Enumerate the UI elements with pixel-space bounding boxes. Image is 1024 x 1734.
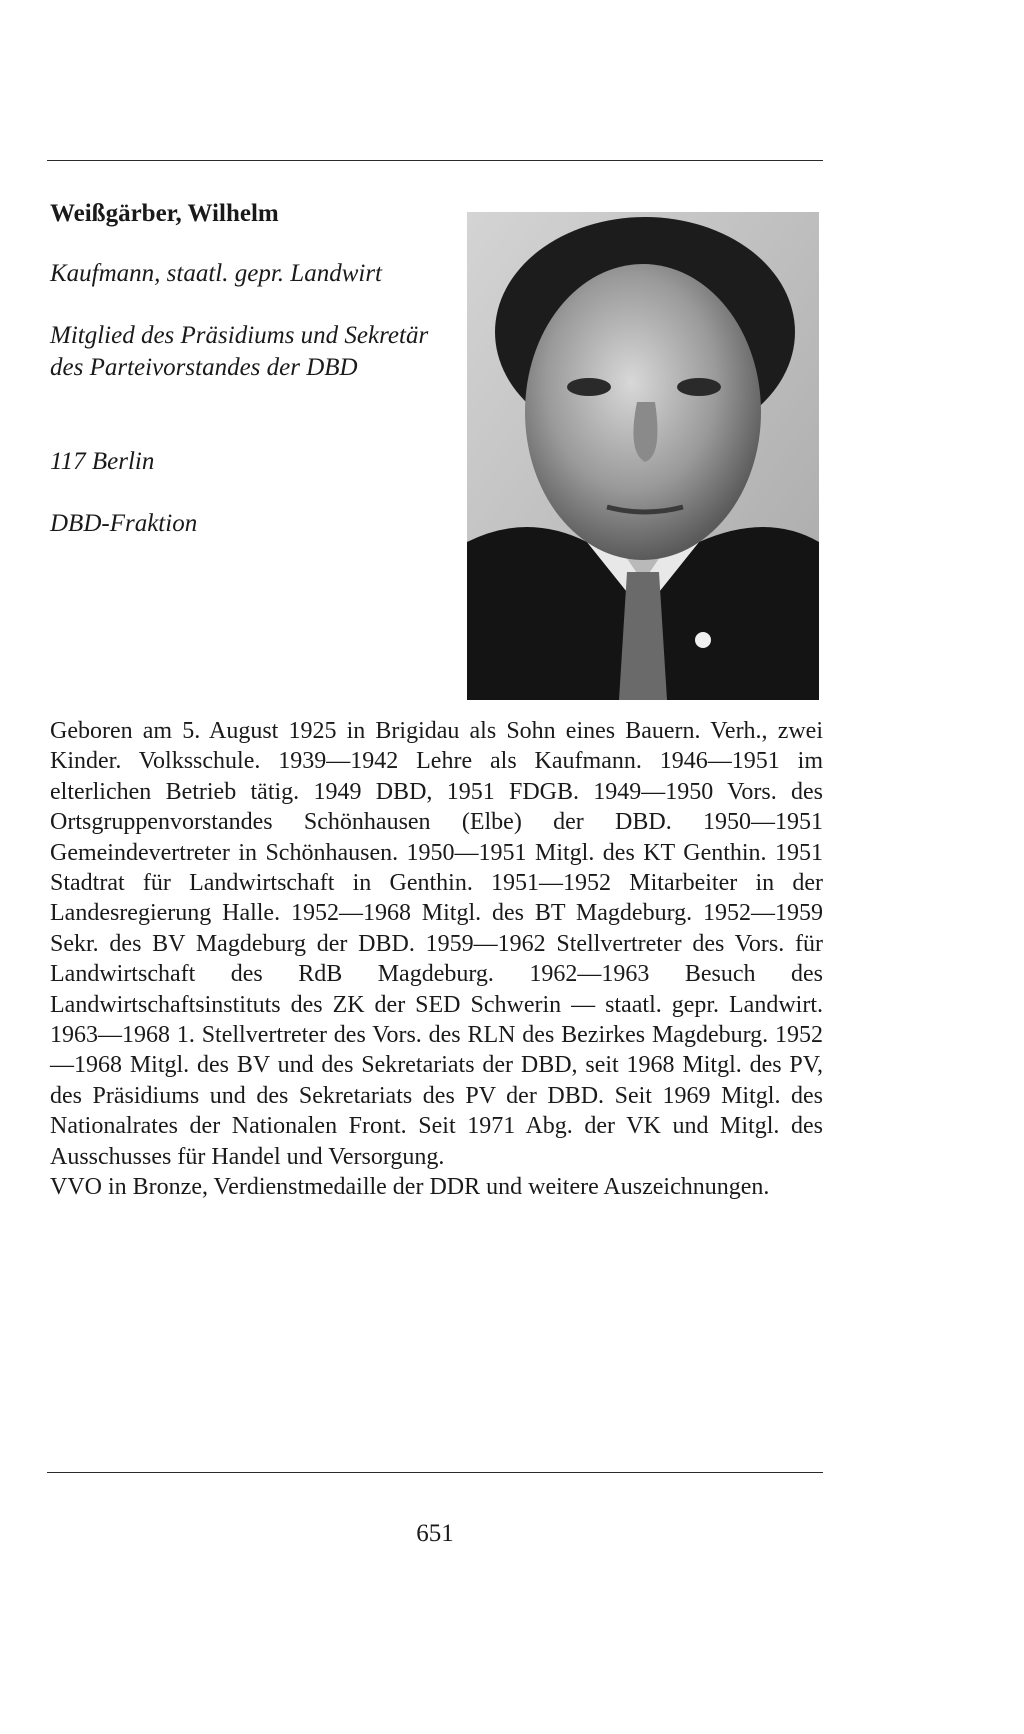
profession: Kaufmann, staatl. gepr. Landwirt bbox=[50, 260, 382, 287]
awards-text: VVO in Bronze, Verdienstmedaille der DDR und weitere Auszeichnungen. bbox=[50, 1174, 770, 1201]
biography-block bbox=[50, 716, 823, 1203]
portrait-photo bbox=[467, 212, 819, 700]
top-rule bbox=[47, 160, 823, 161]
biography-text: Geboren am 5. August 1925 in Brigidau als Sohn eines Bauern. Verh., zwei Kinder. Volksschule. 1939—1942 Lehre als Kaufmann. 1946—1951 im elterlichen Betrieb tätig. 1949 DBD, 1951 FDGB. 1949—1950 Vors. des Ortsgruppenvorstandes Schönhausen (Elbe) der DBD. 1950—1951 Gemeindevertreter in Schönhausen. 1950—1951 Mitgl. des KT Genthin. 1951 Stadtrat für Landwirtschaft in Genthin. 1951—1952 Mitarbeiter in der Landesregierung Halle. 1952—1968 Mitgl. des BT Magdeburg. 1952—1959 Sekr. des BV Magdeburg der DBD. 1959—1962 Stellvertreter des Vors. für Landwirtschaft des RdB Magdeburg. 1962—1963 Besuch des Landwirtschaftsinstituts des ZK der SED Schwerin — staatl. gepr. Landwirt. 1963—1968 1. Stellvertreter des Vors. des RLN des Bezirkes Magdeburg. 1952—1968 Mitgl. des BV und des Sekretariats der DBD, seit 1968 Mitgl. des PV, des Präsidiums und des Sekretariats des PV der DBD. Seit 1969 Mitgl. des Nationalrates der Nationalen Front. Seit 1971 Abg. der VK und Mitgl. des Ausschusses für Handel und Versorgung. bbox=[50, 718, 823, 1170]
location: 117 Berlin bbox=[50, 448, 155, 475]
faction: DBD-Fraktion bbox=[50, 510, 198, 537]
page-number: 651 bbox=[416, 1520, 454, 1547]
position-title: Mitglied des Präsidiums und Sekretär des Parteivorstandes der DBD bbox=[50, 322, 429, 381]
person-name: Weißgärber, Wilhelm bbox=[50, 200, 279, 227]
bottom-rule bbox=[47, 1472, 823, 1473]
